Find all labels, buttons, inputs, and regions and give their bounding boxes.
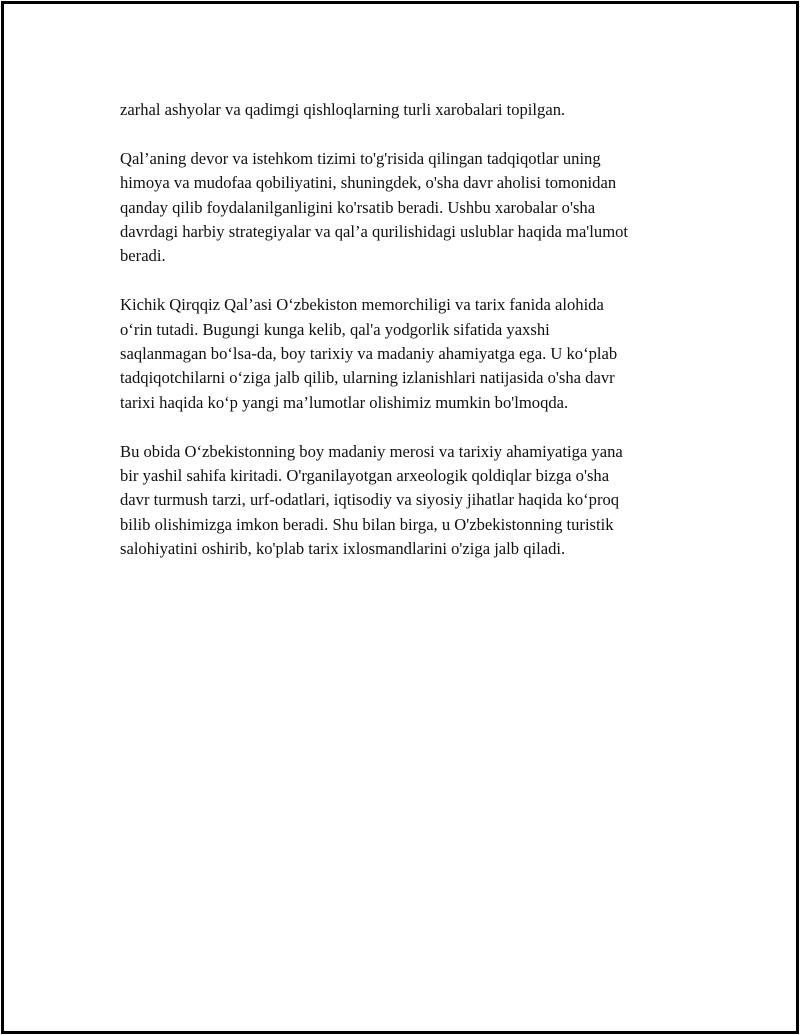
paragraph-line: bir yashil sahifa kiritadi. O'rganilayotgan arxeologik qoldiqlar bizga o'sha <box>120 466 610 486</box>
paragraph-line: zarhal ashyolar va qadimgi qishloqlarning turli xarobalari topilgan. <box>120 100 566 119</box>
paragraph-line: tadqiqotchilarni o‘ziga jalb qilib, ularning izlanishlari natijasida o'sha davr <box>120 368 615 388</box>
paragraph-line: Bu obida O‘zbekistonning boy madaniy merosi va tarixiy ahamiyatiga yana <box>120 441 623 461</box>
paragraph-line: davrdagi harbiy strategiyalar va qal’a qurilishidagi uslublar haqida ma'lumot <box>120 222 629 242</box>
paragraph-2 <box>120 147 692 269</box>
paragraph-line: Qal’aning devor va istehkom tizimi to'g'risida qilingan tadqiqotlar uning <box>120 148 601 168</box>
paragraph-line: Kichik Qirqqiz Qal’asi O‘zbekiston memorchiligi va tarix fanida alohida <box>120 295 604 315</box>
paragraph-1 <box>120 98 692 122</box>
paragraph-line: saqlanmagan bo‘lsa-da, boy tarixiy va madaniy ahamiyatga ega. U ko‘plab <box>120 344 618 364</box>
document-body <box>120 98 692 586</box>
paragraph-line: davr turmush tarzi, urf-odatlari, iqtisodiy va siyosiy jihatlar haqida ko‘proq <box>120 490 620 510</box>
paragraph-line: beradi. <box>120 246 166 266</box>
paragraph-line: tarixi haqida ko‘p yangi ma’lumotlar olishimiz mumkin bo'lmoqda. <box>120 392 569 412</box>
paragraph-line: qanday qilib foydalanilganligini ko'rsatib beradi. Ushbu xarobalar o'sha <box>120 197 596 217</box>
paragraph-line: salohiyatini oshirib, ko'plab tarix ixlosmandlarini o'ziga jalb qiladi. <box>120 539 566 559</box>
paragraph-3 <box>120 293 692 415</box>
paragraph-line: bilib olishimizga imkon beradi. Shu bilan birga, u O'zbekistonning turistik <box>120 514 614 534</box>
paragraph-line: himoya va mudofaa qobiliyatini, shuningdek, o'sha davr aholisi tomonidan <box>120 173 617 193</box>
page-border-frame <box>1 1 799 1034</box>
paragraph-line: o‘rin tutadi. Bugungi kunga kelib, qal'a yodgorlik sifatida yaxshi <box>120 319 550 339</box>
paragraph-4 <box>120 440 692 562</box>
